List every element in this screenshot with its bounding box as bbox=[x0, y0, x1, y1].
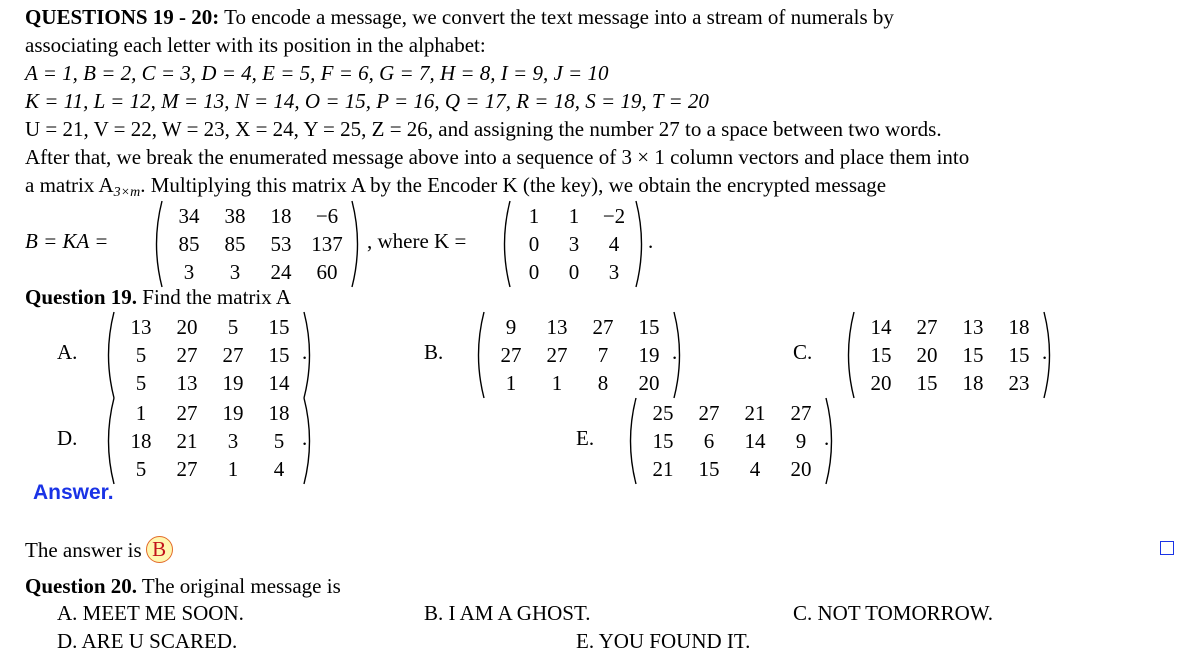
intro-text: To encode a message, we convert the text message into a stream of numerals by bbox=[224, 5, 894, 29]
matrix-entry: 3 bbox=[229, 260, 241, 284]
matrix-entry: 14 bbox=[870, 315, 892, 339]
matrix-entry: 13 bbox=[962, 315, 984, 339]
matrix-entry: 38 bbox=[224, 204, 246, 228]
matrix-entry: 21 bbox=[176, 429, 198, 453]
option-19-B-matrix bbox=[472, 311, 688, 399]
option-20-C: C. NOT TOMORROW. bbox=[793, 601, 993, 625]
matrix-entry: 0 bbox=[528, 260, 540, 284]
matrix-entry: 34 bbox=[178, 204, 200, 228]
matrix-K bbox=[498, 200, 650, 288]
matrix-entry: 27 bbox=[176, 457, 198, 481]
matrix-entry: 18 bbox=[1008, 315, 1030, 339]
matrix-entry: 4 bbox=[749, 457, 761, 481]
matrix-entry: 15 bbox=[870, 343, 892, 367]
left-parenthesis bbox=[150, 200, 164, 288]
option-19-A-matrix bbox=[102, 311, 318, 399]
matrix-entry: 15 bbox=[638, 315, 660, 339]
matrix-entry: 0 bbox=[568, 260, 580, 284]
matrix-entry: 27 bbox=[500, 343, 522, 367]
left-parenthesis bbox=[842, 311, 856, 399]
matrix-entry: 60 bbox=[316, 260, 338, 284]
matrix-entry: 19 bbox=[222, 401, 244, 425]
left-parenthesis bbox=[102, 397, 116, 485]
option-19-D-letter: D. bbox=[57, 426, 78, 450]
matrix-entry: 1 bbox=[568, 204, 580, 228]
matrix-entry: 5 bbox=[227, 315, 239, 339]
matrix-entry: 25 bbox=[652, 401, 674, 425]
option-19-A-letter: A. bbox=[57, 340, 78, 364]
right-parenthesis bbox=[350, 200, 364, 288]
matrix-entry: 20 bbox=[916, 343, 938, 367]
intro-line-7: a matrix $A_{3\times m}$. Multiplying this matrix A by the Encoder K (the key), we obtain the encrypted message bbox=[25, 173, 887, 200]
matrix-entry: 18 bbox=[270, 204, 292, 228]
matrix-entry: 13 bbox=[130, 315, 152, 339]
left-parenthesis bbox=[472, 311, 486, 399]
matrix-entry: 27 bbox=[546, 343, 568, 367]
matrix-entry: 24 bbox=[270, 260, 292, 284]
matrix-entry: 27 bbox=[698, 401, 720, 425]
matrix-entry: 3 bbox=[183, 260, 195, 284]
matrix-entry: 18 bbox=[962, 371, 984, 395]
option-19-B-letter: B. bbox=[424, 340, 444, 364]
matrix-entry: 9 bbox=[505, 315, 517, 339]
alphabet-line-2: K = 11, L = 12, M = 13, N = 14, O = 15, P = 16, Q = 17, R = 18, S = 19, T = 20 bbox=[25, 89, 709, 113]
matrix-entry: −6 bbox=[315, 204, 339, 228]
answer-line: The answer is B bbox=[25, 536, 173, 563]
equation-lhs: B = KA = bbox=[25, 229, 109, 253]
option-19-B-period: . bbox=[672, 340, 678, 364]
matrix-entry: 3 bbox=[568, 232, 580, 256]
matrix-entry: 14 bbox=[268, 371, 290, 395]
matrix-entry: 20 bbox=[790, 457, 812, 481]
end-of-proof-square bbox=[1160, 541, 1174, 555]
option-19-C-letter: C. bbox=[793, 340, 813, 364]
matrix-entry: 27 bbox=[222, 343, 244, 367]
matrix-entry: 3 bbox=[608, 260, 620, 284]
matrix-entry: 4 bbox=[608, 232, 620, 256]
matrix-entry: 1 bbox=[505, 371, 517, 395]
matrix-entry: 20 bbox=[638, 371, 660, 395]
matrix-entry: 8 bbox=[597, 371, 609, 395]
matrix-entry: 53 bbox=[270, 232, 292, 256]
matrix-entry: 18 bbox=[130, 429, 152, 453]
matrix-entry: 27 bbox=[176, 343, 198, 367]
matrix-entry: 23 bbox=[1008, 371, 1030, 395]
answer-label: Answer. bbox=[33, 481, 114, 504]
matrix-entry: 1 bbox=[227, 457, 239, 481]
matrix-entry: 15 bbox=[962, 343, 984, 367]
option-19-E-period: . bbox=[824, 426, 830, 450]
option-19-A-period: . bbox=[302, 340, 308, 364]
alphabet-line-3: U = 21, V = 22, W = 23, X = 24, Y = 25, Z = 26, and assigning the number 27 to a space between two words. bbox=[25, 117, 942, 141]
matrix-entry: 85 bbox=[224, 232, 246, 256]
equation-end: . bbox=[648, 229, 654, 253]
left-parenthesis bbox=[498, 200, 512, 288]
matrix-entry: 21 bbox=[744, 401, 766, 425]
matrix-entry: 15 bbox=[916, 371, 938, 395]
matrix-entry: 18 bbox=[268, 401, 290, 425]
matrix-entry: 0 bbox=[528, 232, 540, 256]
question-19-prompt: Question 19. Find the matrix A bbox=[25, 285, 292, 309]
option-20-D: D. ARE U SCARED. bbox=[57, 629, 238, 653]
option-19-C-period: . bbox=[1042, 340, 1048, 364]
matrix-entry: 27 bbox=[916, 315, 938, 339]
right-parenthesis bbox=[634, 200, 648, 288]
matrix-entry: 20 bbox=[176, 315, 198, 339]
matrix-entry: 1 bbox=[528, 204, 540, 228]
intro-line-1 bbox=[25, 4, 894, 31]
matrix-entry: 15 bbox=[1008, 343, 1030, 367]
matrix-entry: 1 bbox=[551, 371, 563, 395]
matrix-entry: −2 bbox=[602, 204, 626, 228]
matrix-entry: 15 bbox=[652, 429, 674, 453]
matrix-entry: 13 bbox=[176, 371, 198, 395]
matrix-entry: 6 bbox=[703, 429, 715, 453]
matrix-entry: 27 bbox=[790, 401, 812, 425]
option-19-D-matrix bbox=[102, 397, 318, 485]
matrix-entry: 27 bbox=[592, 315, 614, 339]
option-19-E-letter: E. bbox=[576, 426, 595, 450]
questions-heading: QUESTIONS 19 - 20: bbox=[25, 5, 220, 29]
intro-line-2: associating each letter with its position in the alphabet: bbox=[25, 33, 486, 57]
option-20-B: B. I AM A GHOST. bbox=[424, 601, 591, 625]
matrix-entry: 5 bbox=[135, 343, 147, 367]
option-20-E: E. YOU FOUND IT. bbox=[576, 629, 751, 653]
matrix-entry: 19 bbox=[222, 371, 244, 395]
matrix-entry: 15 bbox=[268, 343, 290, 367]
matrix-entry: 5 bbox=[273, 429, 285, 453]
matrix-entry: 9 bbox=[795, 429, 807, 453]
matrix-entry: 21 bbox=[652, 457, 674, 481]
question-20-prompt: Question 20. The original message is bbox=[25, 574, 341, 598]
matrix-entry: 20 bbox=[870, 371, 892, 395]
matrix-entry: 85 bbox=[178, 232, 200, 256]
matrix-entry: 27 bbox=[176, 401, 198, 425]
matrix-entry: 15 bbox=[268, 315, 290, 339]
matrix-entry: 5 bbox=[135, 457, 147, 481]
alphabet-line-1: A = 1, B = 2, C = 3, D = 4, E = 5, F = 6, G = 7, H = 8, I = 9, J = 10 bbox=[25, 61, 609, 85]
option-20-A: A. MEET ME SOON. bbox=[57, 601, 244, 625]
matrix-entry: 137 bbox=[311, 232, 343, 256]
option-19-D-period: . bbox=[302, 426, 308, 450]
left-parenthesis bbox=[624, 397, 638, 485]
option-19-E-matrix bbox=[624, 397, 840, 485]
intro-line-6: After that, we break the enumerated message above into a sequence of 3 × 1 column vectors and place them into bbox=[25, 145, 970, 169]
left-parenthesis bbox=[102, 311, 116, 399]
matrix-entry: 1 bbox=[135, 401, 147, 425]
option-19-C-matrix bbox=[842, 311, 1058, 399]
matrix-entry: 7 bbox=[597, 343, 609, 367]
matrix-entry: 5 bbox=[135, 371, 147, 395]
matrix-entry: 19 bbox=[638, 343, 660, 367]
matrix-entry: 13 bbox=[546, 315, 568, 339]
matrix-entry: 4 bbox=[273, 457, 285, 481]
matrix-entry: 3 bbox=[227, 429, 239, 453]
matrix-B bbox=[150, 200, 366, 288]
equation-where: , where K = bbox=[367, 229, 467, 253]
matrix-entry: 14 bbox=[744, 429, 766, 453]
answer-choice-badge: B bbox=[146, 536, 173, 563]
matrix-entry: 15 bbox=[698, 457, 720, 481]
